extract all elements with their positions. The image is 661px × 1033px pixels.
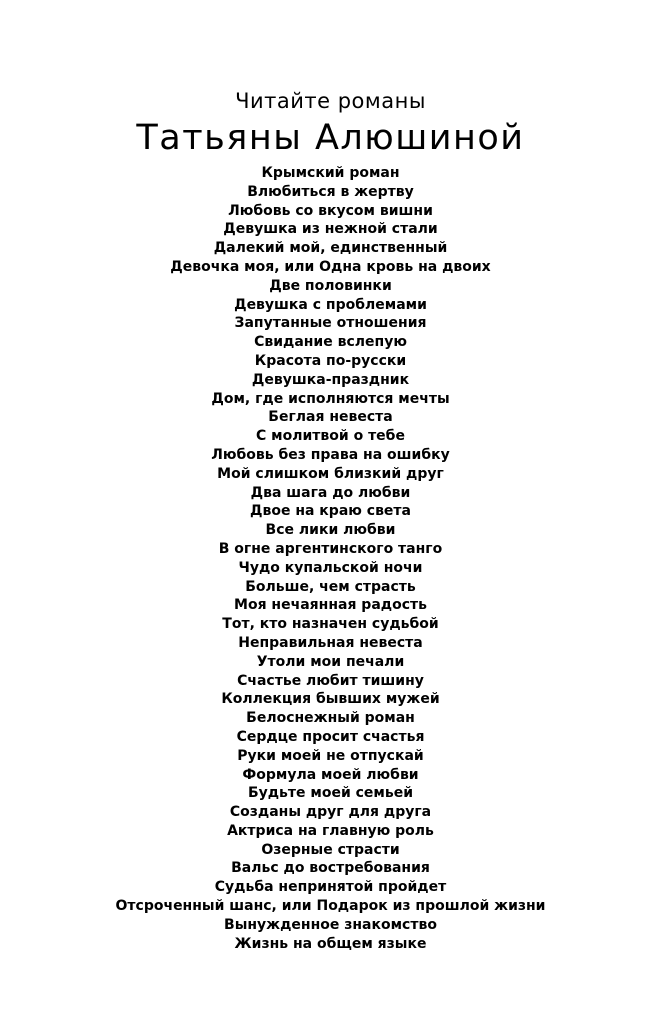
book-title: Две половинки (269, 277, 392, 294)
page-subtitle: Читайте романы (235, 89, 426, 113)
book-title: Вальс до востребования (231, 860, 430, 877)
book-title: Сердце просит счастья (236, 728, 425, 745)
book-title: Все лики любви (265, 522, 396, 539)
book-title: Девушка с проблемами (234, 296, 427, 313)
book-title: Созданы друг для друга (229, 804, 432, 821)
book-title: Больше, чем страсть (245, 578, 416, 595)
book-title: Счастье любит тишину (237, 672, 424, 689)
author-name: Татьяны Алюшиной (136, 118, 525, 158)
book-title: Девочка моя, или Одна кровь на двоих (170, 258, 491, 275)
book-title: Жизнь на общем языке (234, 935, 427, 952)
book-title: Вынужденное знакомство (224, 916, 437, 933)
book-title: Любовь со вкусом вишни (228, 202, 433, 219)
book-title: Влюбиться в жертву (247, 183, 414, 200)
book-title: Будьте моей семьей (247, 785, 414, 802)
book-title: Девушка из нежной стали (223, 221, 438, 238)
book-title: Судьба непринятой пройдет (214, 879, 447, 896)
book-title-list (0, 164, 661, 953)
book-title: Двое на краю света (250, 503, 411, 520)
book-title: Коллекция бывших мужей (221, 691, 440, 708)
book-title: Дом, где исполняются мечты (211, 390, 450, 407)
book-title: Беглая невеста (268, 409, 393, 426)
book-title: Белоснежный роман (246, 710, 415, 727)
book-title: Отсроченный шанс, или Подарок из прошлой жизни (115, 898, 546, 915)
book-title: Актриса на главную роль (227, 822, 434, 839)
book-title: Далекий мой, единственный (213, 240, 448, 257)
book-title: Два шага до любви (250, 484, 411, 501)
book-title: Руки моей не отпускай (237, 747, 424, 764)
book-title: Моя нечаянная радость (234, 597, 427, 614)
book-title: Крымский роман (261, 165, 400, 181)
book-title: Девушка-праздник (251, 371, 410, 388)
book-title: Любовь без права на ошибку (211, 446, 450, 463)
book-title: Формула моей любви (242, 766, 419, 783)
book-title: Утоли мои печали (256, 653, 405, 670)
book-title: Красота по-русски (254, 352, 407, 369)
book-title: Неправильная невеста (238, 634, 423, 651)
book-title: Чудо купальской ночи (238, 559, 423, 576)
book-title: Тот, кто назначен судьбой (222, 616, 439, 633)
book-title: Свидание вслепую (254, 334, 407, 351)
book-title: Озерные страсти (261, 841, 400, 858)
book-title: В огне аргентинского танго (218, 540, 443, 557)
book-title: Запутанные отношения (234, 315, 427, 332)
book-title: С молитвой о тебе (256, 428, 405, 445)
book-title: Мой слишком близкий друг (217, 465, 444, 482)
